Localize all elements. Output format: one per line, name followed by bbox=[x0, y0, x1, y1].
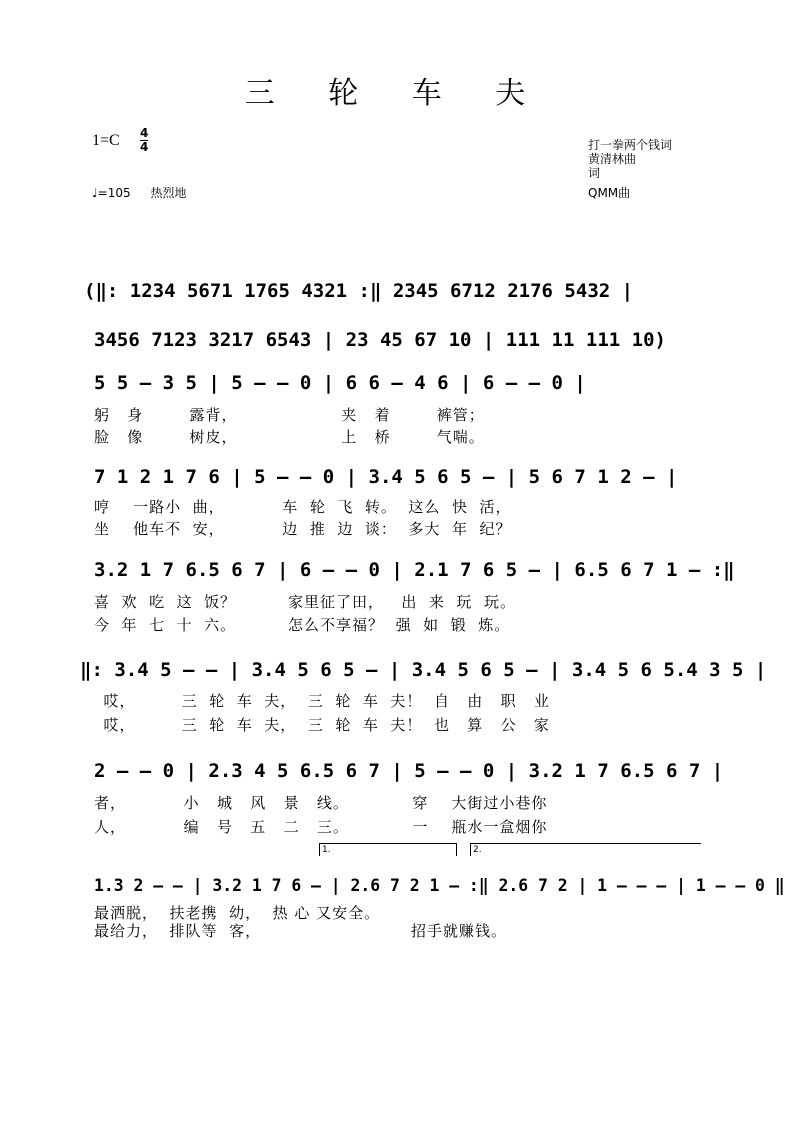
notation-row-1 bbox=[0, 276, 792, 308]
notes-row-7: 2 – – 0 | 2.3 4 5 6.5 6 7 | 5 – – 0 | 3.2 1 7 6.5 6 7 | bbox=[94, 760, 724, 782]
notation-row-4 bbox=[0, 462, 792, 494]
notes-row-6: ‖: 3.4 5 – – | 3.4 5 6 5 – | 3.4 5 6 5 – | 3.4 5 6 5.4 3 5 | bbox=[80, 659, 767, 681]
notation-row-7 bbox=[0, 756, 792, 788]
notation-row-5 bbox=[0, 555, 792, 587]
lyric-row-8-verse-2: 最给力， 排队等 客， 招手就赚钱。 bbox=[94, 922, 508, 940]
notes-row-1: (‖: 1234 5671 1765 4321 :‖ 2345 6712 2176 5432 | bbox=[84, 280, 634, 302]
lyric-row-8-verse-1: 最洒脱， 扶老携 幼， 热 心 又安全。 bbox=[94, 904, 381, 922]
key-signature: 1=C bbox=[92, 132, 120, 149]
tempo-marking bbox=[92, 184, 186, 201]
lyric-row-3-verse-1: 躬 身 露背， 夹 着 裤管； bbox=[94, 406, 485, 424]
tempo-value: ♩=105 bbox=[92, 186, 131, 200]
volta-bracket-1 bbox=[319, 843, 457, 856]
notation-row-2 bbox=[0, 325, 792, 357]
lyric-row-4-verse-1: 哼 一路小 曲， 车 轮 飞 转。 这么 快 活， bbox=[94, 498, 512, 516]
lyric-row-3-verse-2: 脸 像 树皮， 上 桥 气喘。 bbox=[94, 428, 485, 446]
lyric-row-6-verse-2: 哎， 三 轮 车 夫， 三 轮 车 夫！ 也 算 公 家 bbox=[92, 716, 550, 734]
time-signature-top: 4 bbox=[140, 126, 149, 140]
time-signature bbox=[140, 127, 148, 154]
lyric-row-7-verse-2: 人， 编 号 五 二 三。 一 瓶水一盒烟你 bbox=[94, 818, 548, 836]
volta-bracket-2 bbox=[470, 843, 701, 856]
lyric-row-6-verse-1: 哎， 三 轮 车 夫， 三 轮 车 夫！ 自 由 职 业 bbox=[92, 692, 550, 710]
extra-credit: 词 bbox=[588, 166, 601, 180]
notation-row-6 bbox=[0, 655, 792, 687]
notation-row-8 bbox=[0, 872, 792, 904]
lyric-row-5-verse-2: 今 年 七 十 六。 怎么不享福？ 强 如 锻 炼。 bbox=[94, 616, 511, 634]
lyric-row-5-verse-1: 喜 欢 吃 这 饭？ 家里征了田， 出 来 玩 玩。 bbox=[94, 593, 516, 611]
notes-row-2: 3456 7123 3217 6543 | 23 45 67 10 | 111 11 111 10) bbox=[94, 329, 666, 351]
composer-credit: 黄清林曲 bbox=[588, 152, 637, 166]
credits bbox=[588, 138, 672, 180]
notes-row-4: 7 1 2 1 7 6 | 5 – – 0 | 3.4 5 6 5 – | 5 6 7 1 2 – | bbox=[94, 466, 678, 488]
notes-row-5: 3.2 1 7 6.5 6 7 | 6 – – 0 | 2.1 7 6 5 – | 6.5 6 7 1 – :‖ bbox=[94, 559, 735, 581]
lyric-row-7-verse-1: 者， 小 城 风 景 线。 穿 大街过小巷你 bbox=[94, 794, 548, 812]
arranger-credit: QMM曲 bbox=[588, 186, 631, 200]
song-title: 三 轮 车 夫 bbox=[244, 76, 548, 111]
notes-row-8: 1.3 2 – – | 3.2 1 7 6 – | 2.6 7 2 1 – :‖ 2.6 7 2 | 1 – – – | 1 – – 0 ‖ bbox=[94, 876, 785, 896]
lyricist-credit: 打一拳两个钱词 bbox=[588, 138, 673, 152]
time-signature-bottom: 4 bbox=[140, 140, 149, 154]
volta-label-2: 2. bbox=[473, 845, 482, 855]
volta-label-1: 1. bbox=[322, 845, 331, 855]
notation-row-3 bbox=[0, 368, 792, 400]
notes-row-3: 5 5 – 3 5 | 5 – – 0 | 6 6 – 4 6 | 6 – – 0 | bbox=[94, 372, 586, 394]
lyric-row-4-verse-2: 坐 他车不 安， 边 推 边 谈： 多大 年 纪？ bbox=[94, 520, 512, 538]
expression-marking: 热烈地 bbox=[150, 186, 187, 200]
